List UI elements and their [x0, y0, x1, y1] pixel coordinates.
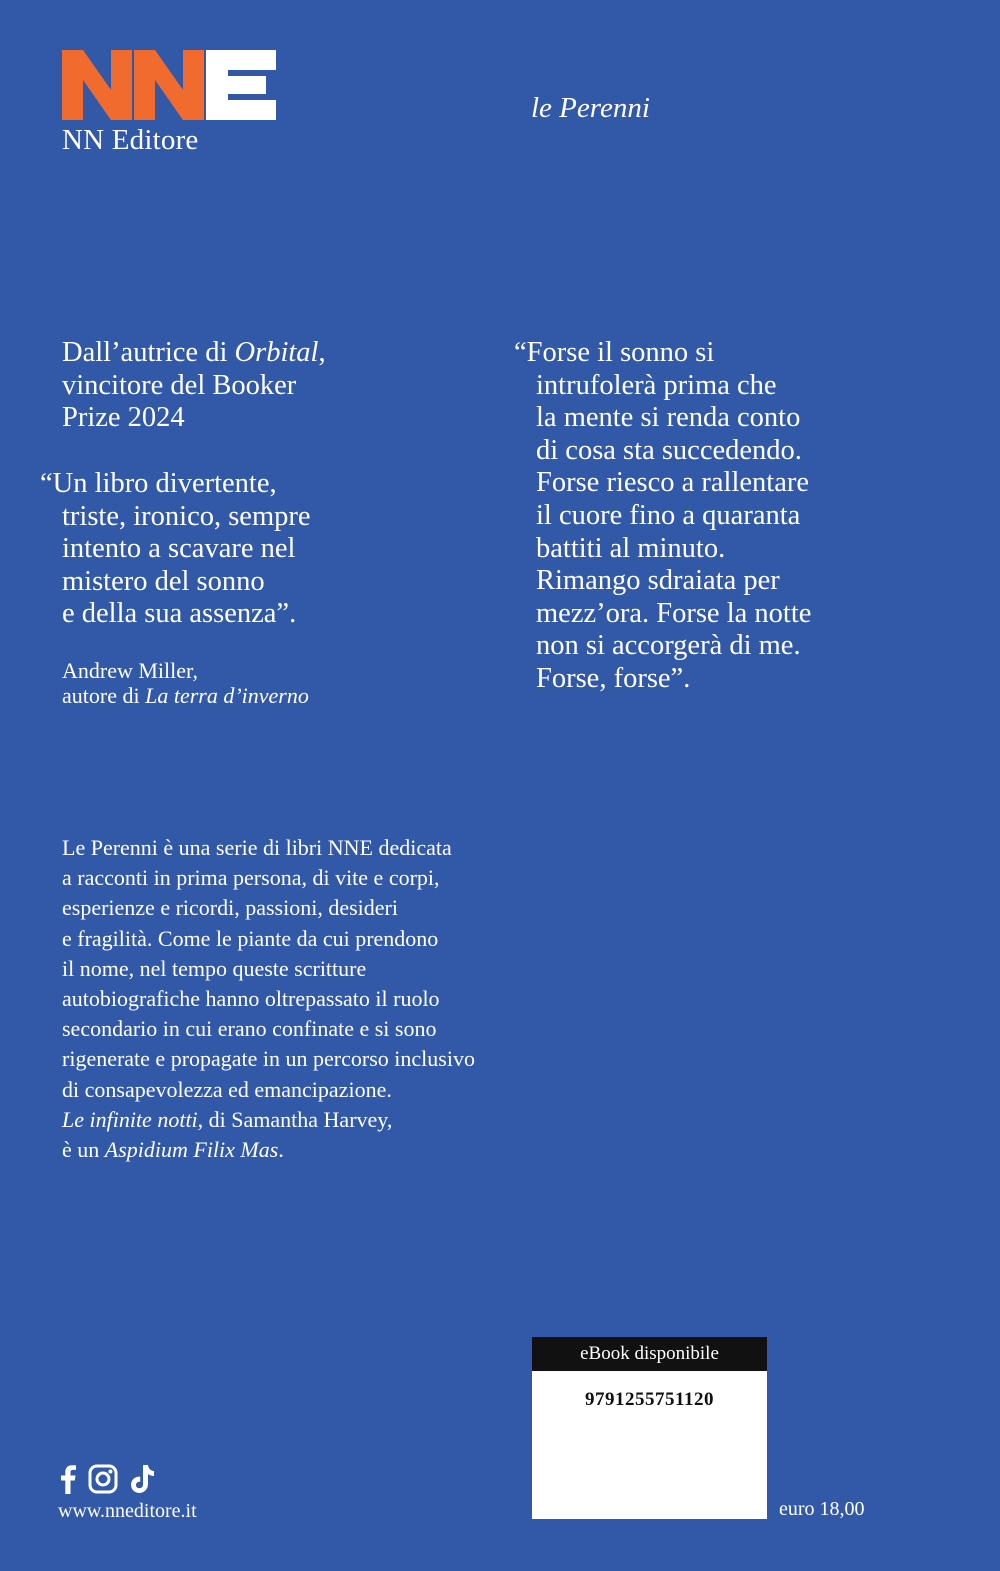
excerpt-line: battiti al minuto. — [536, 532, 726, 564]
book-title-orbital: Orbital — [234, 337, 319, 368]
excerpt-line: il cuore fino a quaranta — [536, 499, 801, 531]
book-excerpt — [514, 337, 906, 696]
quote-line: intento a scavare nel — [62, 533, 296, 565]
tiktok-icon[interactable] — [130, 1464, 156, 1494]
attribution-role: autore di — [62, 683, 146, 708]
quote-attribution — [62, 658, 309, 708]
excerpt-line: “Forse il sonno si — [514, 337, 715, 368]
excerpt-line: intrufolerà prima che — [536, 369, 777, 401]
quote-line: “Un libro divertente, — [40, 468, 277, 499]
description-line: di consapevolezza ed emancipazione. — [62, 1076, 392, 1102]
excerpt-line: Forse riesco a rallentare — [536, 467, 809, 499]
logo-letter-e — [206, 50, 276, 120]
quote-line: mistero del sonno — [62, 565, 265, 597]
excerpt-line: Forse, forse”. — [536, 662, 691, 694]
attribution-name: Andrew Miller, — [62, 658, 198, 683]
description-line — [62, 1135, 602, 1165]
plant-name: Aspidium Filix Mas — [104, 1137, 279, 1163]
description-line: il nome, nel tempo queste scritture — [62, 955, 367, 981]
description-line: e fragilità. Come le piante da cui prendono — [62, 925, 439, 951]
description-line: esperienze e ricordi, passioni, desideri — [62, 895, 398, 921]
tagline-text: Dall’autrice di — [62, 337, 235, 368]
publisher-name: NN Editore — [62, 124, 199, 156]
book-title: Le infinite notti — [62, 1106, 198, 1132]
review-quote — [40, 468, 402, 631]
series-name: le Perenni — [531, 92, 650, 124]
logo-letter-n1 — [62, 50, 132, 120]
description-line: rigenerate e propagate in un percorso inclusivo — [62, 1046, 475, 1072]
tagline-line: vincitore del Booker — [62, 369, 297, 401]
description-line: secondario in cui erano confinate e si sono — [62, 1016, 437, 1042]
social-icons — [60, 1462, 156, 1496]
book-author: , di Samantha Harvey, — [197, 1106, 393, 1132]
excerpt-line: di cosa sta succedendo. — [536, 434, 802, 466]
price: euro 18,00 — [779, 1498, 865, 1520]
nne-logo — [62, 50, 276, 120]
description-line: Le Perenni è una serie di libri NNE dedicata — [62, 835, 452, 860]
description-line: a racconti in prima persona, di vite e corpi, — [62, 865, 440, 891]
tagline-line: Prize 2024 — [62, 402, 185, 434]
excerpt-line: Rimango sdraiata per — [536, 565, 780, 597]
quote-line: e della sua assenza”. — [62, 598, 297, 630]
attribution-book-title: La terra d’inverno — [145, 683, 309, 708]
instagram-icon[interactable] — [88, 1464, 118, 1494]
plant-prefix: è un — [62, 1137, 105, 1163]
logo-letter-n2 — [134, 50, 204, 120]
excerpt-line: non si accorgerà di me. — [536, 630, 801, 662]
plant-punct: . — [278, 1137, 284, 1163]
description-line: autobiografiche hanno oltrepassato il ruolo — [62, 986, 440, 1012]
quote-line: triste, ironico, sempre — [62, 500, 311, 532]
series-description — [62, 833, 602, 1165]
ebook-available-label: eBook disponibile — [532, 1337, 767, 1371]
excerpt-line: mezz’ora. Forse la notte — [536, 597, 812, 629]
tagline — [62, 337, 422, 435]
website-link[interactable]: www.nneditore.it — [58, 1500, 197, 1522]
description-line — [62, 1105, 602, 1135]
isbn-number: 9791255751120 — [585, 1389, 714, 1410]
facebook-icon[interactable] — [60, 1464, 76, 1494]
excerpt-line: la mente si renda conto — [536, 402, 801, 434]
tagline-punct: , — [318, 337, 326, 368]
